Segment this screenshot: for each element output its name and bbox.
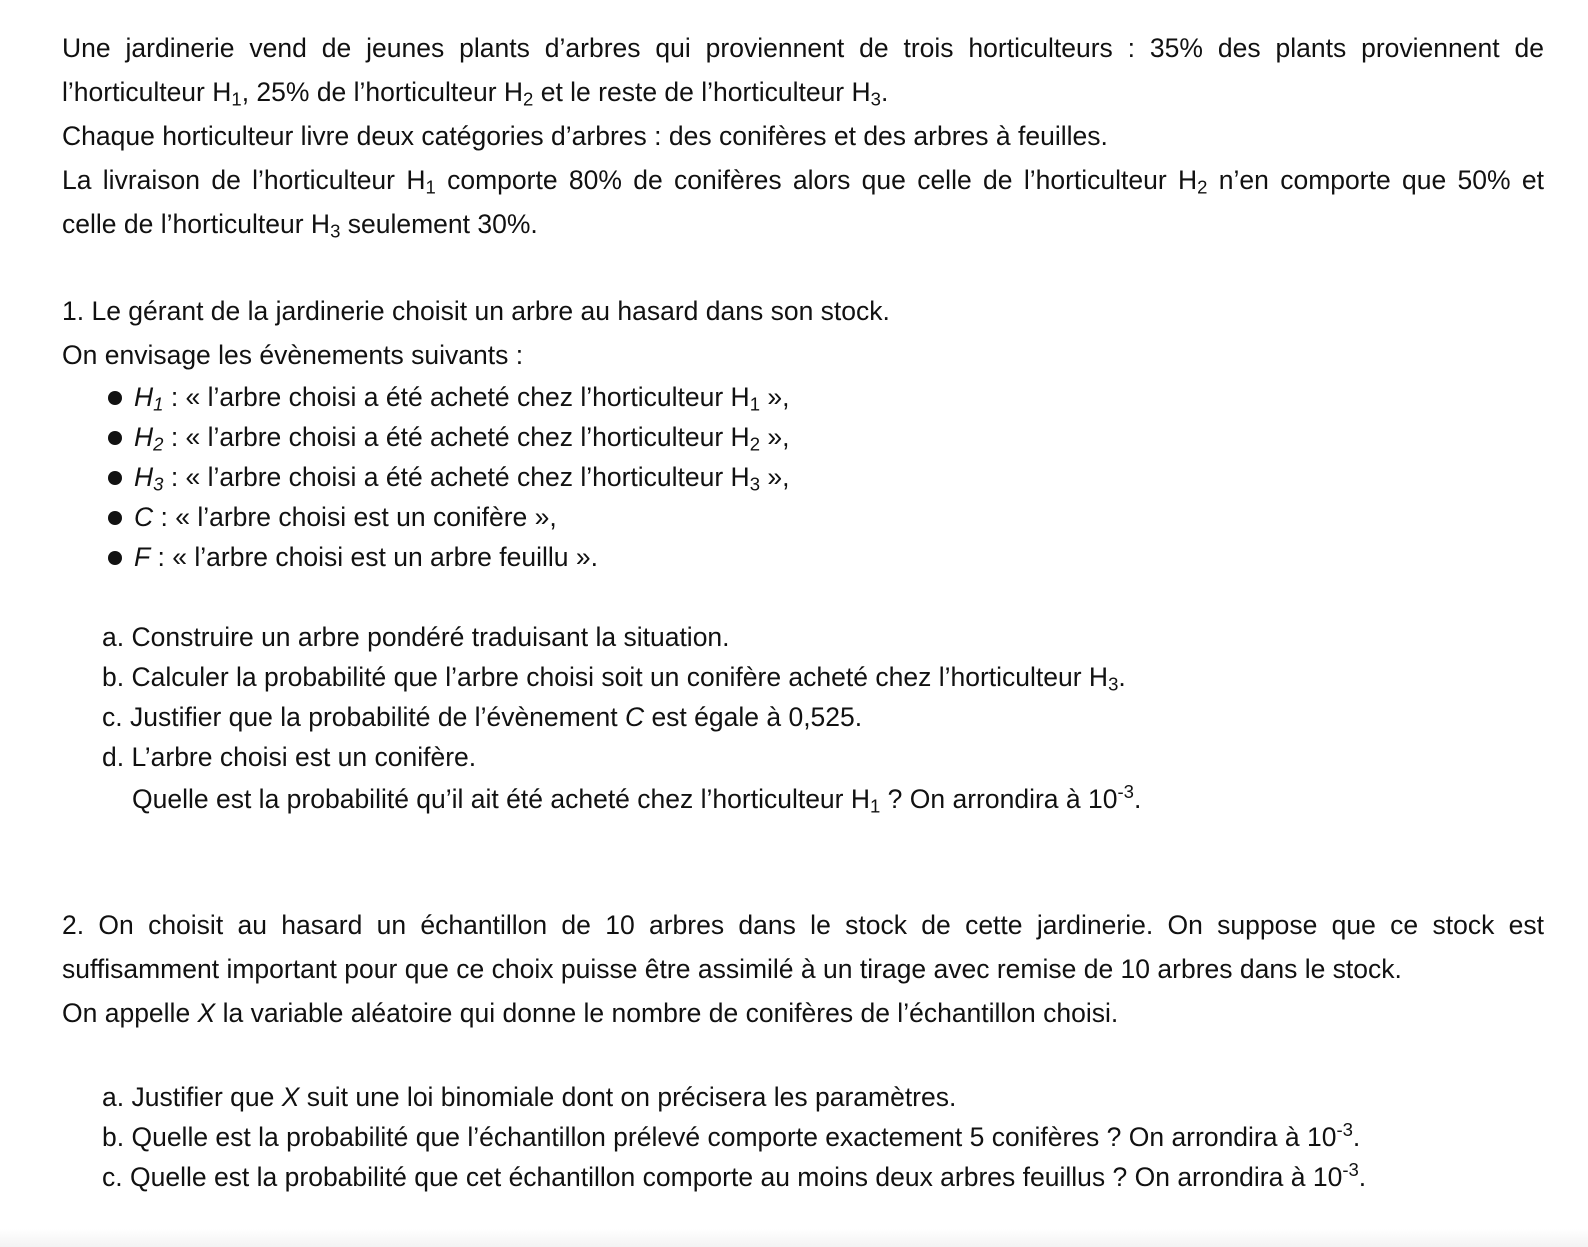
bottom-edge-shadow [0,1229,1588,1247]
event-text: », [760,462,790,492]
question-text: On appelle [62,998,198,1028]
subscript: 1 [231,88,242,110]
question-2-subparts [102,1077,1544,1197]
intro-text: seulement 30%. [340,209,538,239]
intro-line-2 [62,70,1544,114]
subscript: 2 [1197,176,1208,198]
superscript: -3 [1117,780,1134,802]
event-text: : « l’arbre choisi est un conifère », [153,502,557,532]
question-text: suit une loi binomiale dont on précisera les paramètres. [299,1082,957,1112]
intro-line-4 [62,158,1544,202]
question-2b [102,1117,1544,1157]
intro-line-3 [62,114,1544,158]
subscript: 2 [749,433,761,455]
question-1-title [62,289,1544,333]
question-2-line-2 [62,947,1544,991]
spacer [62,246,1544,289]
subscript: 1 [425,176,436,198]
event-text: : « l’arbre choisi a été acheté chez l’horticulteur H [163,462,750,492]
event-symbol: F [134,542,151,572]
events-list [62,377,1544,577]
event-symbol: H [134,422,154,452]
question-text: 2. On choisit au hasard un échantillon de 10 arbres dans le stock de cette jardinerie. On suppose que ce stock est [62,910,1544,940]
intro-text: celle de l’horticulteur H [62,209,331,239]
variable-symbol: X [197,998,216,1028]
question-text: . [1118,662,1126,692]
question-text: a. Justifier que [102,1082,282,1112]
intro-text: Chaque horticulteur livre deux catégories d’arbres : des conifères et des arbres à feuilles. [62,121,1108,151]
intro-text: l’horticulteur H [62,77,232,107]
question-text: a. Construire un arbre pondéré traduisant la situation. [102,622,730,652]
event-symbol: C [134,502,154,532]
question-text: ? On arrondira à 10 [880,784,1118,814]
question-text: . [1133,784,1142,814]
question-1d [102,737,1544,777]
question-text: b. Calculer la probabilité que l’arbre choisi soit un conifère acheté chez l’horticulteur H [102,662,1109,692]
question-text: Quelle est la probabilité qu’il ait été acheté chez l’horticulteur H [132,784,870,814]
subscript: 1 [153,393,164,415]
spacer [62,821,1544,903]
variable-symbol: X [281,1082,300,1112]
subscript: 1 [870,795,881,817]
intro-text: n’en comporte que 50% et [1207,165,1545,195]
event-item [108,457,1544,497]
question-2a [102,1077,1544,1117]
event-text: », [760,382,790,412]
event-item [108,417,1544,457]
spacer [62,577,1544,617]
intro-text: . [880,77,889,107]
question-2-line-1 [62,903,1544,947]
subscript: 3 [330,220,341,242]
intro-text: , 25% de l’horticulteur H [241,77,524,107]
question-text: . [1352,1122,1361,1152]
event-text: : « l’arbre choisi a été acheté chez l’horticulteur H [163,382,750,412]
subscript: 3 [153,473,164,495]
question-text: d. L’arbre choisi est un conifère. [102,742,477,772]
question-text: est égale à 0,525. [644,702,863,732]
question-2c [102,1157,1544,1197]
question-text: . [1358,1162,1367,1192]
subscript: 2 [153,433,164,455]
intro-text: Une jardinerie vend de jeunes plants d’arbres qui proviennent de trois horticulteurs : 35% des plants proviennent de [62,33,1544,63]
question-text: On envisage les évènements suivants : [62,340,524,370]
question-1-subparts [102,617,1544,821]
question-1b [102,657,1544,697]
spacer [62,1035,1544,1077]
question-text: 1. Le gérant de la jardinerie choisit un arbre au hasard dans son stock. [62,296,890,326]
subscript: 3 [749,473,761,495]
event-item [108,537,1544,577]
question-text: c. Quelle est la probabilité que cet échantillon comporte au moins deux arbres feuillus ? On arrondira à 10 [102,1162,1343,1192]
question-text: b. Quelle est la probabilité que l’échantillon prélevé comporte exactement 5 conifères ? On arrondira à 10 [102,1122,1337,1152]
event-text: », [760,422,790,452]
intro-line-1 [62,26,1544,70]
event-text: : « l’arbre choisi est un arbre feuillu ». [150,542,598,572]
question-1a [102,617,1544,657]
event-item [108,377,1544,417]
question-1c [102,697,1544,737]
superscript: -3 [1336,1118,1353,1140]
intro-text: comporte 80% de conifères alors que celle de l’horticulteur H [435,165,1198,195]
question-2-line-3 [62,991,1544,1035]
intro-line-5 [62,202,1544,246]
question-text: c. Justifier que la probabilité de l’évènement [102,702,625,732]
question-text: la variable aléatoire qui donne le nombre de conifères de l’échantillon choisi. [215,998,1119,1028]
superscript: -3 [1342,1158,1359,1180]
event-item [108,497,1544,537]
subscript: 3 [870,88,881,110]
question-text: suffisamment important pour que ce choix puisse être assimilé à un tirage avec remise de 10 arbres dans le stock. [62,954,1402,984]
event-symbol: H [134,462,154,492]
exercise-document [62,26,1544,1197]
event-symbol: H [134,382,154,412]
subscript: 1 [749,393,761,415]
event-text: : « l’arbre choisi a été acheté chez l’horticulteur H [163,422,750,452]
subscript: 3 [1108,673,1119,695]
event-symbol: C [624,702,645,732]
question-1d-continued [102,777,1544,821]
events-intro [62,333,1544,377]
subscript: 2 [523,88,534,110]
intro-text: et le reste de l’horticulteur H [533,77,871,107]
intro-text: La livraison de l’horticulteur H [62,165,426,195]
